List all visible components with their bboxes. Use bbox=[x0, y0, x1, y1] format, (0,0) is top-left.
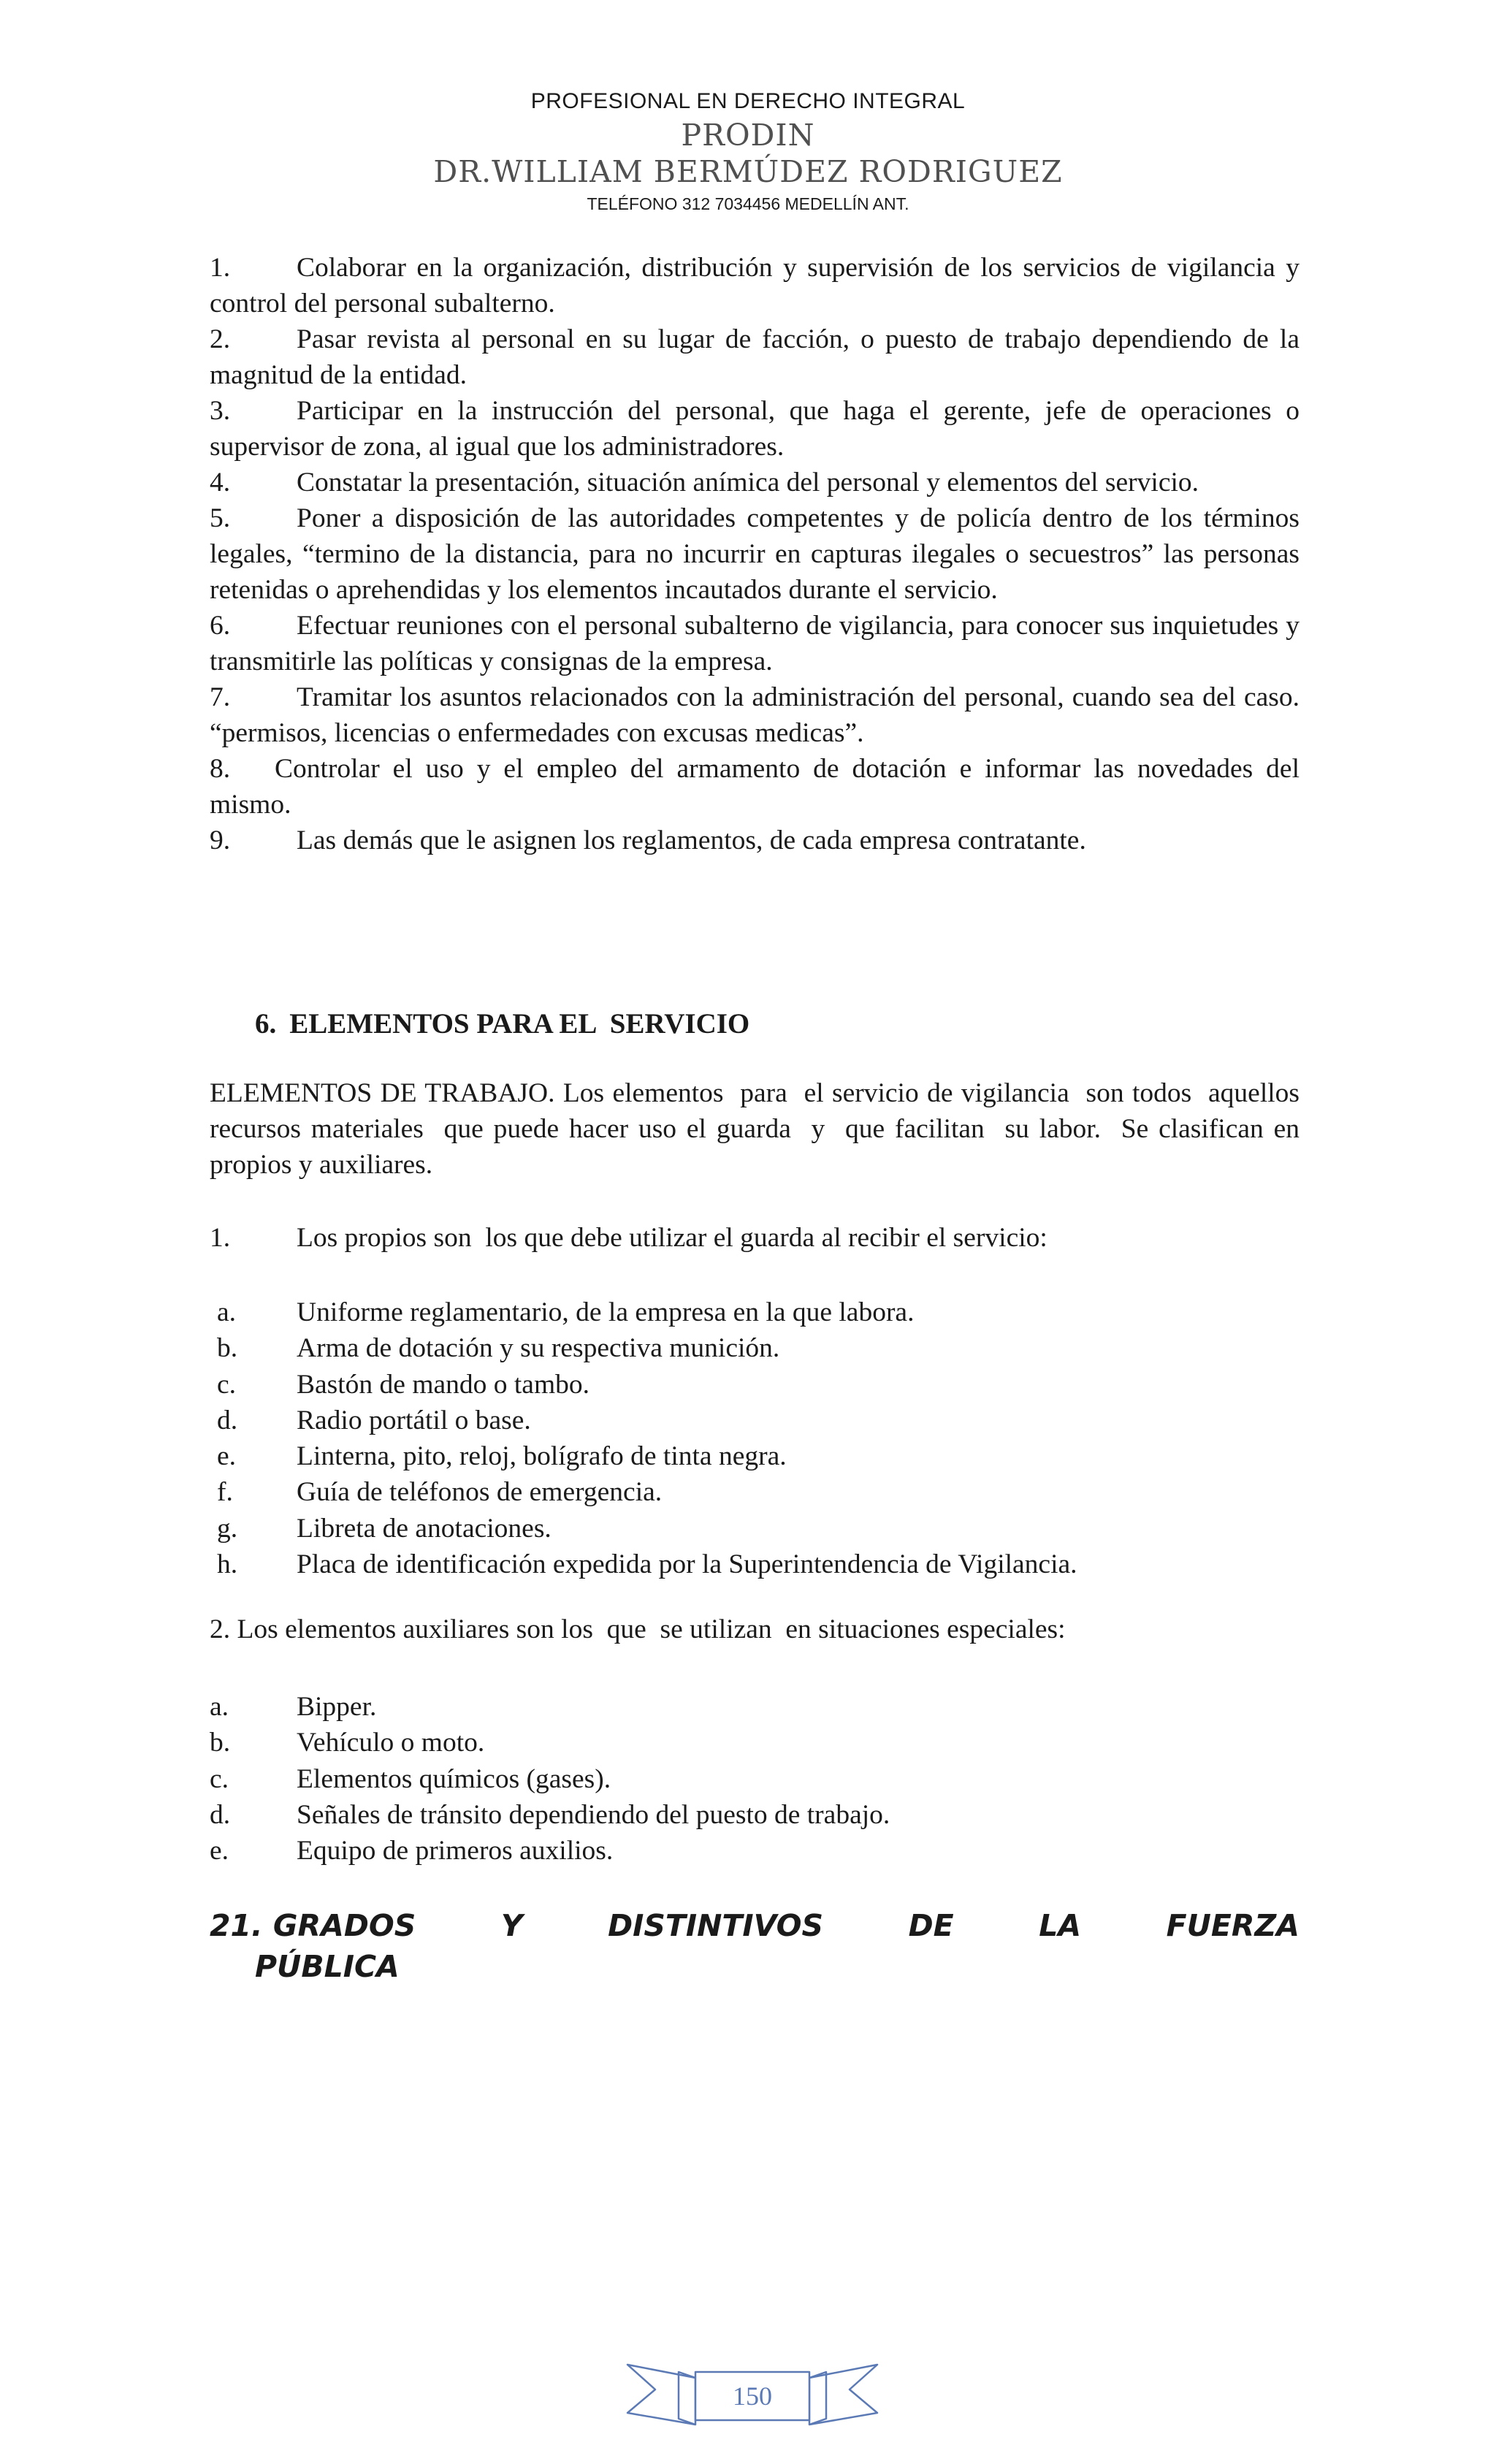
item-number: 9. bbox=[210, 825, 231, 855]
item-text: Bipper. bbox=[297, 1692, 377, 1722]
item-letter: d. bbox=[217, 1405, 238, 1435]
item-letter: c. bbox=[217, 1369, 237, 1400]
list-item bbox=[210, 751, 1300, 823]
list-item bbox=[210, 1330, 1300, 1366]
list-item bbox=[210, 250, 1300, 321]
heading-word: DISTINTIVOS bbox=[608, 1908, 824, 1943]
list-item bbox=[210, 1833, 1300, 1869]
chapter-heading-line-2: PÚBLICA bbox=[255, 1949, 400, 1984]
list-item bbox=[210, 465, 1300, 500]
item-text: Colaborar en la organización, distribución y supervisión de los servicios de vigilancia y control del personal subalterno. bbox=[210, 253, 1300, 319]
duties-list bbox=[210, 250, 1300, 858]
section-heading bbox=[255, 1006, 749, 1042]
item-letter: a. bbox=[210, 1692, 229, 1722]
section-number: 6. bbox=[255, 1008, 277, 1040]
auxiliares-list bbox=[210, 1689, 1300, 1869]
propios-intro bbox=[210, 1220, 1047, 1256]
list-item bbox=[210, 1511, 1300, 1546]
item-text: Equipo de primeros auxilios. bbox=[297, 1836, 614, 1866]
header-line-3: DR.WILLIAM BERMÚDEZ RODRIGUEZ bbox=[433, 154, 1063, 189]
list-item bbox=[210, 1797, 1300, 1833]
list-item bbox=[210, 321, 1300, 393]
item-letter: e. bbox=[210, 1836, 229, 1866]
item-text: Efectuar reuniones con el personal subalterno de vigilancia, para conocer sus inquietudes y transmitirle las políticas y consignas de la empresa. bbox=[210, 611, 1300, 676]
heading-word: DE bbox=[908, 1908, 954, 1943]
item-text: Participar en la instrucción del personal, que haga el gerente, jefe de operaciones o supervisor de zona, al igual que los administradores. bbox=[210, 396, 1300, 462]
item-text: Pasar revista al personal en su lugar de facción, o puesto de trabajo dependiendo de la magnitud de la entidad. bbox=[210, 324, 1300, 390]
auxiliares-intro: 2. Los elementos auxiliares son los que se utilizan en situaciones especiales: bbox=[210, 1614, 1066, 1644]
item-text: Arma de dotación y su respectiva munición. bbox=[297, 1333, 780, 1364]
list-item bbox=[210, 1474, 1300, 1510]
list-item bbox=[210, 1546, 1300, 1582]
heading-word: 21. GRADOS bbox=[210, 1908, 416, 1943]
list-item bbox=[210, 823, 1300, 858]
page-header bbox=[0, 86, 1496, 218]
list-item bbox=[210, 500, 1300, 608]
list-item bbox=[210, 679, 1300, 751]
heading-word: Y bbox=[500, 1908, 523, 1943]
item-text: Uniforme reglamentario, de la empresa en la que labora. bbox=[297, 1297, 915, 1327]
item-text: Libreta de anotaciones. bbox=[297, 1513, 552, 1544]
header-line-1: PROFESIONAL EN DERECHO INTEGRAL bbox=[530, 89, 966, 113]
item-letter: h. bbox=[217, 1549, 238, 1580]
heading-word: LA bbox=[1039, 1908, 1082, 1943]
list-item bbox=[210, 1438, 1300, 1474]
item-number: 3. bbox=[210, 396, 231, 426]
propios-intro-text: Los propios son los que debe utilizar el guarda al recibir el servicio: bbox=[297, 1223, 1047, 1253]
item-number: 1. bbox=[210, 253, 231, 283]
propios-list bbox=[210, 1294, 1300, 1582]
item-text: Las demás que le asignen los reglamentos, de cada empresa contratante. bbox=[297, 825, 1086, 855]
item-text: Controlar el uso y el empleo del armamento de dotación e informar las novedades del mismo. bbox=[210, 754, 1300, 820]
item-number: 7. bbox=[210, 682, 231, 712]
chapter-heading bbox=[210, 1905, 1300, 1987]
item-letter: e. bbox=[217, 1441, 237, 1472]
list-item bbox=[210, 1689, 1300, 1725]
item-number: 5. bbox=[210, 503, 231, 533]
list-item bbox=[210, 393, 1300, 465]
item-letter: c. bbox=[210, 1763, 229, 1794]
item-text: Señales de tránsito dependiendo del puesto de trabajo. bbox=[297, 1799, 890, 1830]
item-text: Radio portátil o base. bbox=[297, 1405, 531, 1435]
item-letter: b. bbox=[217, 1333, 238, 1364]
item-text: Guía de teléfonos de emergencia. bbox=[297, 1477, 663, 1508]
item-letter: b. bbox=[210, 1728, 231, 1758]
item-number: 2. bbox=[210, 324, 231, 354]
page-number: 150 bbox=[733, 2381, 772, 2411]
item-letter: a. bbox=[217, 1297, 237, 1327]
item-text: Constatar la presentación, situación anímica del personal y elementos del servicio. bbox=[297, 468, 1199, 497]
list-item bbox=[210, 1367, 1300, 1403]
item-text: Linterna, pito, reloj, bolígrafo de tinta negra. bbox=[297, 1441, 787, 1472]
list-item bbox=[210, 1761, 1300, 1797]
chapter-heading-line-1 bbox=[210, 1905, 1300, 1946]
list-item bbox=[210, 1294, 1300, 1330]
page-footer bbox=[626, 2357, 879, 2435]
heading-word: FUERZA bbox=[1166, 1908, 1300, 1943]
item-number: 6. bbox=[210, 611, 231, 641]
list-item bbox=[210, 1725, 1300, 1761]
list-item bbox=[210, 1403, 1300, 1438]
item-text: Tramitar los asuntos relacionados con la administración del personal, cuando sea del caso. “permisos, licencias o enfermedades con excusas medicas”. bbox=[210, 682, 1300, 748]
list-item bbox=[210, 608, 1300, 679]
item-letter: g. bbox=[217, 1513, 238, 1544]
item-text: Placa de identificación expedida por la Superintendencia de Vigilancia. bbox=[297, 1549, 1077, 1580]
item-text: Vehículo o moto. bbox=[297, 1728, 485, 1758]
item-text: Elementos químicos (gases). bbox=[297, 1763, 611, 1794]
intro-paragraph: ELEMENTOS DE TRABAJO. Los elementos para el servicio de vigilancia son todos aquellos recursos materiales que puede hacer uso el guarda y que facilitan su labor. Se clasifican en propios y auxiliares. bbox=[210, 1078, 1307, 1180]
item-letter: d. bbox=[210, 1799, 231, 1830]
item-number: 4. bbox=[210, 468, 231, 497]
item-text: Bastón de mando o tambo. bbox=[297, 1369, 589, 1400]
item-text: Poner a disposición de las autoridades competentes y de policía dentro de los términos legales, “termino de la distancia, para no incurrir en capturas ilegales o secuestros” las personas retenidas o aprehendidas y los elementos incautados durante el servicio. bbox=[210, 503, 1300, 605]
section-title: ELEMENTOS PARA EL SERVICIO bbox=[289, 1008, 750, 1040]
header-line-2: PRODIN bbox=[681, 118, 815, 153]
item-letter: f. bbox=[217, 1477, 233, 1508]
propios-number: 1. bbox=[210, 1223, 231, 1253]
header-phone: TELÉFONO 312 7034456 MEDELLÍN ANT. bbox=[587, 194, 909, 213]
item-number: 8. bbox=[210, 754, 231, 784]
